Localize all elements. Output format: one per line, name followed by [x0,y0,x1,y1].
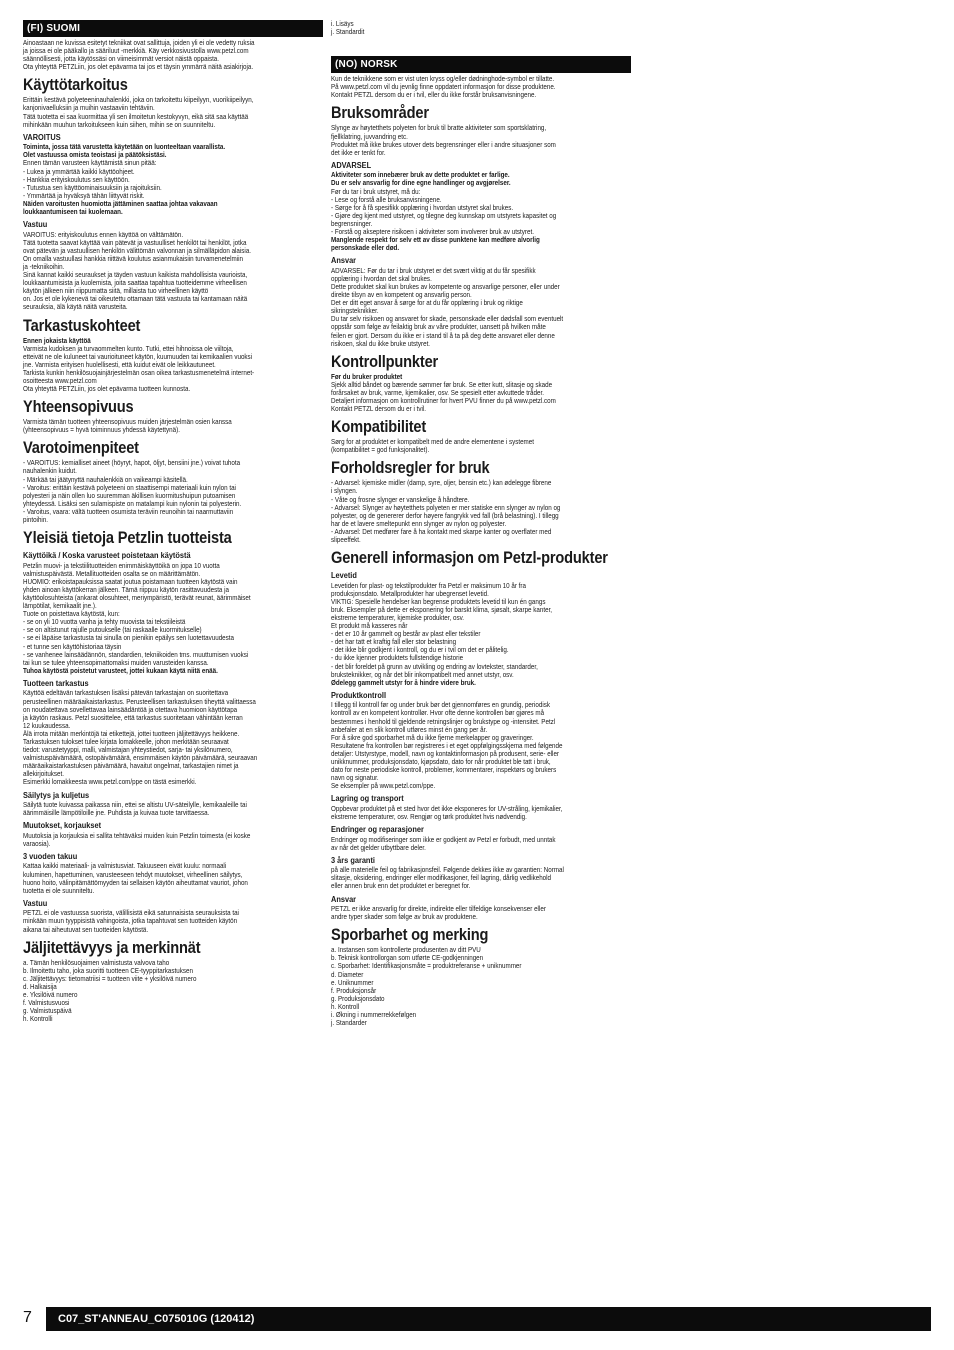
body-tuotteen-tarkastus [23,689,323,786]
body-vastuu [23,231,323,312]
text-line: Sørg for at produktet er kompatibelt med de andre elementene i systemet [331,437,534,447]
text-line: 12 kuukaudessa. [23,720,71,730]
text-line: h. Kontrolli [23,1014,53,1024]
text-line: - Forstå og akseptere risikoen i aktiviteter som involverer bruk av utstyret. [331,227,534,236]
body-takuu [23,862,323,894]
body-sailytys [23,801,323,817]
text-line: risikoen, skal du ikke bruke utstyret. [331,338,431,348]
text-line: slitasje, oksidering, endringer eller modifikasjoner, feil lagring, dårlig vedlikehold [331,873,552,883]
subheading-garanti: 3 års garanti [331,854,375,865]
text-line: Älä irrota mitään merkintöjä tai etikettejä, jottei tuotteen jäljitettävyys heikkene. [23,728,240,738]
text-line: Du er selv ansvarlig for dine egne handlinger og avgjørelser. [331,178,511,188]
text-line: Tätä tuotetta saavat käyttää vain pätevät ja vastuulliset henkilöt tai henkilöt, jotka [23,237,247,247]
text-line: Produktet må ikke brukes utover dets begrensninger eller i andre situasjoner som [331,139,556,149]
page-number: 7 [23,1309,32,1326]
text-line: minkään muun tyyppisistä vahingoista, jotka tapahtuvat sen tuotteiden käytön [23,916,238,926]
text-line: h. Kontroll [331,1001,360,1011]
fi-continuation [331,20,631,36]
text-line: määräaikaistarkastuksen päivämäärä, havaitut ongelmat, tarkastajien nimet ja [23,761,239,771]
body-ansvar-2 [331,905,631,921]
text-line: mihinkään muuhun tarkoitukseen kuin siihen, mihin se on suunniteltu. [23,119,216,129]
subheading-endringer: Endringer og reparasjoner [331,824,424,835]
text-line: on noudatettava sovellettavaa lainsäädäntöä ja otettava huomioon käyttötapa [23,704,238,714]
warning-bold-no [331,171,631,187]
subheading-sailytys: Säilytys ja kuljetus [23,789,90,800]
text-line: j. Standardit [331,27,365,37]
heading-varotoimenpiteet: Varotoimenpiteet [23,438,139,458]
text-line: - Märkää tai jäätynyttä nauhalenkkiä on vaikeampi käsitellä. [23,474,188,484]
text-line: - Varoitus, vaara: vältä tuotteen osumista teräviin reunoihin tai naarmuttaviin [23,506,234,516]
text-line: I tillegg til kontroll før og under bruk bør det gjennomføres en grundig, periodisk [331,700,550,710]
text-line: tai kun se tulee yhteensopimattomaksi muiden varusteiden kanssa. [23,657,209,667]
text-line: ja joissa ei ole pääkallo ja sääriluut -merkkiä. Käy verkkosivustolla www.petzl.com [23,46,249,56]
text-line: - et tunne sen käyttöhistoriaa täysin [23,641,122,651]
text-line: yhden ainoan käyttökerran jälkeen. Tämä riippuu käytön rasittavuudesta ja [23,584,230,594]
text-line: ekstreme temperaturer, osv. Rengjør og tørk produktet hvis nødvendig. [331,811,527,821]
text-line: slipeeffekt. [331,535,361,545]
text-line: navn og signatur. [331,773,379,783]
text-line: Varmista kudoksen ja turvaommelten kunto. Tutki, ettei hihnoissa ole viiltoja, [23,343,234,353]
body-kompatibilitet [331,438,631,454]
lang-header-fi: (FI) SUOMI [23,20,323,37]
text-line: personskade eller død. [331,243,400,253]
text-line: säännöllisesti, jotta käytössäsi on viimeisimmät versiot näistä oppaista. [23,54,220,64]
body-kayttoika [23,562,323,667]
text-line: Tuote on poistettava käytöstä, kun: [23,609,120,619]
text-line: begrensninger. [331,218,373,228]
text-line: HUOMIO: erikoistapauksissa saatat joutua poistamaan tuotteen käytöstä vain [23,576,238,586]
text-line: - det har tatt et kraftig fall eller stor belastning [331,637,457,647]
text-line: c. Jäljitettävyys: tietomatriisi = tuotteen viite + yksilöivä numero [23,973,197,983]
text-line: kontroll av en kompetent kontrollør. Hvor ofte denne kontrollen bør gjøres må [331,708,545,718]
text-line: Oppbevar produktet på et sted hvor det ikke eksponeres for UV-stråling, kjemikalier, [331,803,563,813]
body-produktkontroll [331,701,631,790]
subheading-ansvar: Ansvar [331,255,357,266]
text-line: Endringer og modifiseringer som ikke er godkjent av Petzl er forbudt, med unntak [331,834,556,844]
text-line: Sinä kannat kaikki seuraukset ja täyden vastuun kaikista mahdollisista vaurioista, [23,270,248,280]
text-line: huono hoito, välinpitämättömyyden tai sellaisen käytön aiheuttamat vauriot, johon [23,877,248,887]
document-code: C07_ST'ANNEAU_C075010G (120412) [58,1313,255,1325]
text-line: - Lukea ja ymmärtää kaikki käyttöohjeet. [23,166,135,176]
subheading-kayttoika: Käyttöikä / Koska varusteet poistetaan käytöstä [23,550,191,561]
text-line: j. Standarder [331,1018,367,1028]
body-lagring [331,805,631,821]
heading-kompatibilitet: Kompatibilitet [331,417,427,437]
text-line: Tätä tuotetta ei saa kuormittaa yli sen ilmoitetun kestokyvyn, eikä sitä saa käyttää [23,111,249,121]
heading-kayttotarkoitus: Käyttötarkoitus [23,75,128,95]
body-kayttotarkoitus [23,96,323,128]
text-line: produksjonsdato. Metallprodukter har ubegrenset levetid. [331,588,489,598]
text-line: etteivät ne ole kuluneet tai vaurioituneet käytön, kuumuuden tai kemikaalien vuoksi [23,351,253,361]
norwegian-column [331,20,631,1027]
text-line: pintoihin. [23,515,49,525]
heading-tarkastuskohteet: Tarkastuskohteet [23,315,141,335]
body-yhteensopivuus [23,418,323,434]
text-line: PETZL ei ole vastuussa suorista, välillisistä eikä satunnaisista seurauksista tai [23,908,239,918]
text-line: - det ikke blir godkjent i kontroll, og du er i tvil om det er pålitelig. [331,645,509,655]
text-line: loukkaantumiseen tai kuolemaan. [23,207,123,216]
text-line: Toiminta, jossa tätä varustetta käytetään on luonteeltaan vaarallista. [23,142,226,152]
body-jaljitettavyys [23,959,323,1024]
text-line: polyesteri ja näin ollen luo suuremman äkillisen kuormitushuipun putoamisen [23,490,236,500]
intro-fi [23,39,323,71]
text-line: On omalla vastuullasi hankkia riittävä koulutus asianmukaisiin turvamenetelmiin [23,253,244,263]
text-line: d. Diameter [331,969,364,979]
subheading-ansvar-2: Ansvar [331,893,357,904]
text-line: Dette produktet skal kun brukes av kompetente og ansvarlige personer, eller under [331,281,560,291]
text-line: Ennen tämän varusteen käyttämistä sinun pitää: [23,158,157,168]
text-line: Aktiviteter som innebærer bruk av dette produktet er farlige. [331,170,510,180]
text-line: valmistuspäivästä. Metallituotteiden osalta se on määrittämätön. [23,568,201,578]
text-line: Detaljert informasjon om kontrollrutiner for hvert PVU finner du på www.petzl.com [331,396,556,405]
text-line: - det er 10 år gammelt og består av plast eller tekstiler [331,629,481,639]
text-line: Sjekk alltid båndet og bærende sømmer før bruk. Se etter kutt, slitasje og skade [331,379,553,389]
text-line: Ainoastaan ne kuvissa esitetyt tekniikat ovat sallittuja, joiden yli ei ole vedetty ruksia [23,38,255,47]
text-line: - Hankkia erityiskoulutus sen käyttöön. [23,174,130,184]
text-line: direkte tilsyn av en kompetent og ansvarlig person. [331,290,472,300]
text-line: oppstår som følge av feilaktig bruk av våre produkter, uansett på hvilken måte [331,322,546,332]
subheading-produktkontroll: Produktkontroll [331,689,387,700]
text-line: käyttöolosuhteista (ankarat olosuhteet, meriympäristö, terävät reunat, äärimmäiset [23,593,251,602]
text-line: VAROITUS: erityiskoulutus ennen käyttöä on välttämätön. [23,229,184,239]
heading-generell: Generell informasjon om Petzl-produkter [331,548,608,568]
warning-body-fi [23,159,323,199]
text-line: - Sørge for å få spesifikk opplæring i hvordan utstyret skal brukes. [331,202,514,212]
intro-no [331,75,631,99]
subheading-advarsel: ADVARSEL [331,159,372,170]
text-line: e. Uniknummer [331,977,374,987]
text-line: varaosia). [23,838,51,848]
text-line: Kontakt PETZL dersom du er i tvil. [331,404,426,414]
subheading-for-du-bruker: Før du bruker produktet [331,371,403,381]
text-line: on. Jos et ole kykenevä tai oikeutettu ottamaan tätä vastuuta tai kantamaan näitä [23,294,248,304]
warning-end-fi [23,200,323,216]
text-line: Et produkt må kasseres når [331,621,408,631]
text-line: - se on altistunut rajulle putoukselle (tai raskaalle kuormitukselle) [23,625,202,635]
text-line: Kontakt PETZL dersom du er i tvil, eller du ikke forstår bruksanvisningene. [331,90,537,100]
text-line: Før du tar i bruk utstyret, må du: [331,186,421,196]
text-line: sikringsteknikker. [331,306,379,316]
text-line: Tarkista kunkin henkilösuojainjärjestelmän osan oikea tarkastusmenetelmä internet- [23,367,255,377]
text-line: ekstreme temperaturer, kjemiske produkter, osv. [331,613,464,622]
text-line: Muutoksia ja korjauksia ei sallita tehtäväksi muiden kuin Petzlin toimesta (ei koske [23,830,251,840]
text-line: äärimmäisille lämpötiloille jne. Puhdista ja kuivaa tuote tarvittaessa. [23,808,210,818]
text-line: seurauksia, älä käytä näitä varusteita. [23,302,128,312]
text-line: feilen er gjort. Dersom du ikke er i stand til å ta på deg dette ansvaret eller denne [331,330,555,340]
text-line: loukkaantumisista ja kuolemista, joita saattaa tapahtua tuotteidemme virheellisen [23,278,247,288]
text-line: VIKTIG: Spesielle hendelser kan begrense produktets levetid til kun én gangs [331,596,546,606]
text-line: f. Valmistusvuosi [23,998,70,1008]
text-line: - VAROITUS: kemialliset aineet (höyryt, hapot, öljyt, bensiini jne.) voivat tuhota [23,458,241,468]
text-line: Kun de teknikkene som er vist uten kryss og/eller dødninghode-symbol er tillatte. [331,74,555,84]
kayttoika-end: Tuhoa käytöstä poistetut varusteet, jottei kukaan käytä niitä enää. [23,665,218,675]
text-line: av når det gjelder utbyttbare deler. [331,842,426,852]
subheading-varoitus: VAROITUS [23,131,61,142]
text-line: Du tar selv risikoen og ansvaret for skade, personskade eller dødsfall som eventuelt [331,314,564,324]
text-line: Varmista tämän tuotteen yhteensopivuus muiden järjestelmän osien kanssa [23,417,232,427]
text-line: - Ymmärtää ja hyväksyä tähän liittyvät riskit. [23,190,145,200]
text-line: c. Sporbarhet: Identifikasjonsmåte = produktreferanse + uniknummer [331,961,522,971]
page-footer [23,1307,931,1331]
text-line: - se vanhenee lainsäädännön, standardien, tekniikoiden tms. muuttumisen vuoksi [23,649,249,659]
text-line: tiedot: varustetyyppi, malli, valmistajan yhteystiedot, sarja- tai yksilönumero, [23,745,233,755]
text-line: kanjonivaelluksiin ja muihin vastaaviin tehtäviin. [23,103,155,113]
subheading-takuu: 3 vuoden takuu [23,850,78,861]
body-ansvar [331,267,631,348]
text-line: Käyttöä edeltävän tarkastuksen lisäksi pätevän tarkastajan on suoritettava [23,688,229,698]
text-line: Erittäin kestävä polyeteeninauhalenkki, joka on tarkoitettu kiipeilyyn, vuorikiipeilyyn, [23,95,254,105]
text-line: - se ei läpäise tarkastusta tai sinulla on pienikin epäilys sen luotettavuudesta [23,633,235,643]
text-line: unikknummer, produksjonsdato, kjøpsdato, dato for når produktet ble tatt i bruk, [331,757,551,766]
text-line: - Lese og forstå alle bruksanvisningene. [331,194,442,204]
lang-header-no: (NO) NORSK [331,56,631,73]
text-line: perusteellinen määräaikaistarkastus. Perusteellisen tarkastuksen tiheyttä valittaessa [23,696,256,706]
heading-bruksomrader: Bruksområder [331,103,429,123]
text-line: a. Instansen som kontrollerte produsenten av ditt PVU [331,945,481,955]
text-line: osoitteesta www.petzl.com [23,376,97,385]
heading-kontrollpunkter: Kontrollpunkter [331,351,439,371]
text-line: For å sikre god sporbarhet må du ikke fjerne merkelapper og graveringer. [331,732,534,742]
text-line: a. Tämän henkilösuojaimen valmistusta valvova taho [23,957,170,967]
heading-yleisia: Yleisiä tietoja Petzlin tuotteista [23,528,232,548]
body-levetid [331,582,631,679]
text-line: (kompatibilitet = god funksjonalitet). [331,445,430,455]
text-line: anbefaler at en slik kontroll utføres minst én gang per år. [331,724,488,734]
body-varotoimenpiteet [23,459,323,524]
text-line: (yhteensopivuus = hyvä toiminnuus yhdessä käytettynä). [23,425,180,435]
text-line: Säilytä tuote kuivassa paikassa niin, ettei se altistu UV-säteilylle, kemikaaleille tai [23,800,247,810]
text-line: f. Produksjonsår [331,985,377,995]
body-sporbarhet [331,946,631,1027]
text-line: opplæring i hvordan det skal brukes. [331,273,432,283]
text-line: Olet vastuussa omista teoistasi ja päätöksistäsi. [23,150,167,160]
text-line: e. Yksilöivä numero [23,989,78,999]
text-line: Det er ditt eget ansvar å sørge for at du får opplæring i bruk og riktige [331,298,523,308]
text-line: valmistuspäivämäärä, ostopäivämäärä, ensimmäisen käytön päivämäärä, seuraavan [23,753,258,763]
text-line: g. Valmistuspäivä [23,1006,72,1016]
text-line: g. Produksjonsdato [331,993,385,1003]
warning-bold-fi [23,143,323,159]
subheading-vastuu: Vastuu [23,219,48,230]
subheading-vastuu-2: Vastuu [23,897,48,908]
text-line: ja käytön raskaus. Petzl suosittelee, että tarkastus suoritetaan vähintään kerran [23,712,243,722]
text-line: - det blir foreldet på grunn av utvikling og endring av lovtekster, standarder, [331,661,538,671]
text-line: Näiden varoitusten huomiotta jättäminen saattaa johtaa vakavaan [23,198,218,208]
text-line: Petzlin muovi- ja tekstiilituotteiden enimmäiskäyttöikä on jopa 10 vuotta [23,560,220,570]
body-muutokset [23,832,323,848]
levetid-end: Ødelegg gammelt utstyr for å hindre videre bruk. [331,677,476,687]
text-line: Manglende respekt for selv ett av disse punktene kan medføre alvorlig [331,235,540,245]
text-line: Tarkastuksen tulokset tulee kirjata lomakkeelle, johon merkitään seuraavat [23,737,229,746]
text-line: nauhalenkin kuidut. [23,466,77,476]
text-line: detaljer: Utstyrstype, modell, navn og kontaktinformasjon på produsent, serie- eller [331,748,560,758]
text-line: Se eksempler på www.petzl.com/ppe. [331,781,436,791]
text-line: det ikke er tenkt for. [331,147,386,157]
text-line: eller annen bruk enn det produktet er beregnet for. [331,881,471,891]
text-line: b. Ilmoitettu taho, joka suoritti tuotteen CE-tyyppitarkastuksen [23,965,193,975]
subheading-ennen: Ennen jokaista käyttöä [23,335,91,345]
body-tarkastuskohteet [23,345,323,394]
text-line: fjellklatring, juvvandring etc. [331,131,408,141]
text-line: - Varoitus: erittäin kestävä polyeteeni on staattisempi materiaali kuin nylon tai [23,482,236,492]
text-line: - Advarsel: kjemiske midler (damp, syre, oljer, bensin etc.) kan ødelegge fibrene [331,478,552,488]
text-line: - Våte og frosne slynger er vanskelige å håndtere. [331,494,470,504]
text-line: - du ikke kjenner produktets fullstendige historie [331,653,464,663]
heading-yhteensopivuus: Yhteensopivuus [23,397,134,417]
subheading-levetid: Levetid [331,570,357,581]
text-line: Esimerkki lomakkeesta www.petzl.com/ppe on tästä esimerkki. [23,777,197,787]
text-line: - Advarsel: Det medfører fare å ha kontakt med skarpe kanter og overflater med [331,526,552,536]
text-line: aikana tai aiheutuvat sen tuotteiden käytöstä. [23,924,149,934]
body-garanti [331,866,631,890]
finnish-column [23,20,323,1023]
text-line: yhteydessä. Lisäksi sen sulamispiste on matalampi kuin nylonin tai polyesterin. [23,498,242,508]
subheading-lagring: Lagring og transport [331,793,404,804]
text-line: dato for neste periodiske kontroll, problemer, kommentarer, inspektørs og brukers [331,765,557,775]
text-line: allekirjoitukset. [23,769,65,779]
text-line: i. Økning i nummerrekkefølgen [331,1009,417,1019]
heading-sporbarhet: Sporbarhet og merking [331,925,489,945]
text-line: tuotetta ei ole suunniteltu. [23,885,95,895]
body-bruksomrader [331,124,631,156]
subheading-tuotteen-tarkastus: Tuotteen tarkastus [23,677,89,688]
subheading-muutokset: Muutokset, korjaukset [23,820,102,831]
text-line: d. Halkaisija [23,981,57,991]
text-line: Slynge av høytetthets polyeten for bruk til bratte aktiviteter som sportsklatring, [331,123,547,133]
text-line: har de et lavere smeltepunkt enn slynger av nylon og polyester. [331,518,507,528]
text-line: jne. Varmista erityisen huolellisesti, että kuidut eivät ole leikkautuneet. [23,359,216,369]
text-line: - Advarsel: Slynger av høytetthets polyeten er mer statiske enn slynger av nylon og [331,502,561,512]
text-line: andre typer skader som følge av bruk av produktene. [331,912,478,922]
text-line: bruk. Eksempler på dette er eksponering for barskt klima, sjøsalt, skarpe kanter, [331,604,553,614]
text-line: - se on yli 10 vuotta vanha ja tehty muovista tai tekstiileistä [23,617,186,627]
text-line: i slyngen. [331,486,358,496]
text-line: Ota yhteyttä PETZLiin, jos olet epävarma tai jos et täysin ymmärrä näitä asiakirjoja. [23,62,254,72]
text-line: i. Lisäys [331,19,354,28]
text-line: polyester, og de genererer derfor høyere fangrykk ved fall (brå belastning). I tillegg [331,510,559,520]
text-line: - Gjøre deg kjent med utstyret, og tilegne deg kunnskap om utstyrets kapasitet og [331,210,557,220]
body-kontrollpunkter [331,381,631,413]
text-line: På www.petzl.com vil du jevnlig finne oppdatert informasjon for disse produktene. [331,82,556,92]
text-line: - Tutustua sen käyttöominaisuuksiin ja rajoituksiin. [23,182,162,192]
text-line: ja -tekniikoihin. [23,261,65,271]
text-line: bestemmes i henhold til gjeldende retningslinjer og brukstype og -intensitet. Petzl [331,716,556,726]
body-forholdsregler [331,479,631,544]
text-line: forårsaket av bruk, varme, kjemikalier, osv. Se spesielt etter avkuttede tråder. [331,387,544,397]
warning-end-no [331,236,631,252]
text-line: käytön jälkeen niin riippumatta siitä, millaista tuo virheellinen käyttö [23,286,209,296]
text-line: PETZL er ikke ansvarlig for direkte, indirekte eller tilfeldige konsekvenser eller [331,904,546,914]
text-line: ADVARSEL: Før du tar i bruk utstyret er det svært viktig at du får spesifikk [331,265,536,275]
text-line: Ota yhteyttä PETZLiin, jos olet epävarma tuotteen kunnosta. [23,384,191,394]
heading-forholdsregler: Forholdsregler for bruk [331,458,490,478]
body-vastuu-2 [23,909,323,933]
text-line: kuluminen, hapettuminen, varusteeseen tehdyt muutokset, virheellinen säilytys, [23,869,243,879]
body-endringer [331,836,631,852]
text-line: Resultatene fra kontrollen bør registreres i et eget oppfølgingsskjema med følgende [331,740,563,750]
text-line: Kattaa kaikki materiaali- ja valmistusviat. Takuuseen eivät kuulu: normaali [23,861,227,871]
text-line: lämpötilat, kemikaalit jne.). [23,601,97,611]
text-line: Levetiden for plast- og tekstilprodukter fra Petzl er maksimum 10 år fra [331,580,526,590]
text-line: b. Teknisk kontrollorgan som utførte CE-godkjenningen [331,953,484,963]
heading-jaljitettavyys: Jäljitettävyys ja merkinnät [23,937,201,957]
text-line: ovat pätevän ja vastuullisen henkilön välittömän valvonnan ja silmälläpidon alaisia. [23,245,252,255]
document-code-bar [46,1307,931,1331]
text-line: bruksteknikker, og når det blir inkompatibelt med annet utstyr, osv. [331,669,514,679]
warning-body-no [331,188,631,237]
text-line: på alle materielle feil og fabrikasjonsfeil. Følgende dekkes ikke av garantien: Normal [331,865,564,875]
